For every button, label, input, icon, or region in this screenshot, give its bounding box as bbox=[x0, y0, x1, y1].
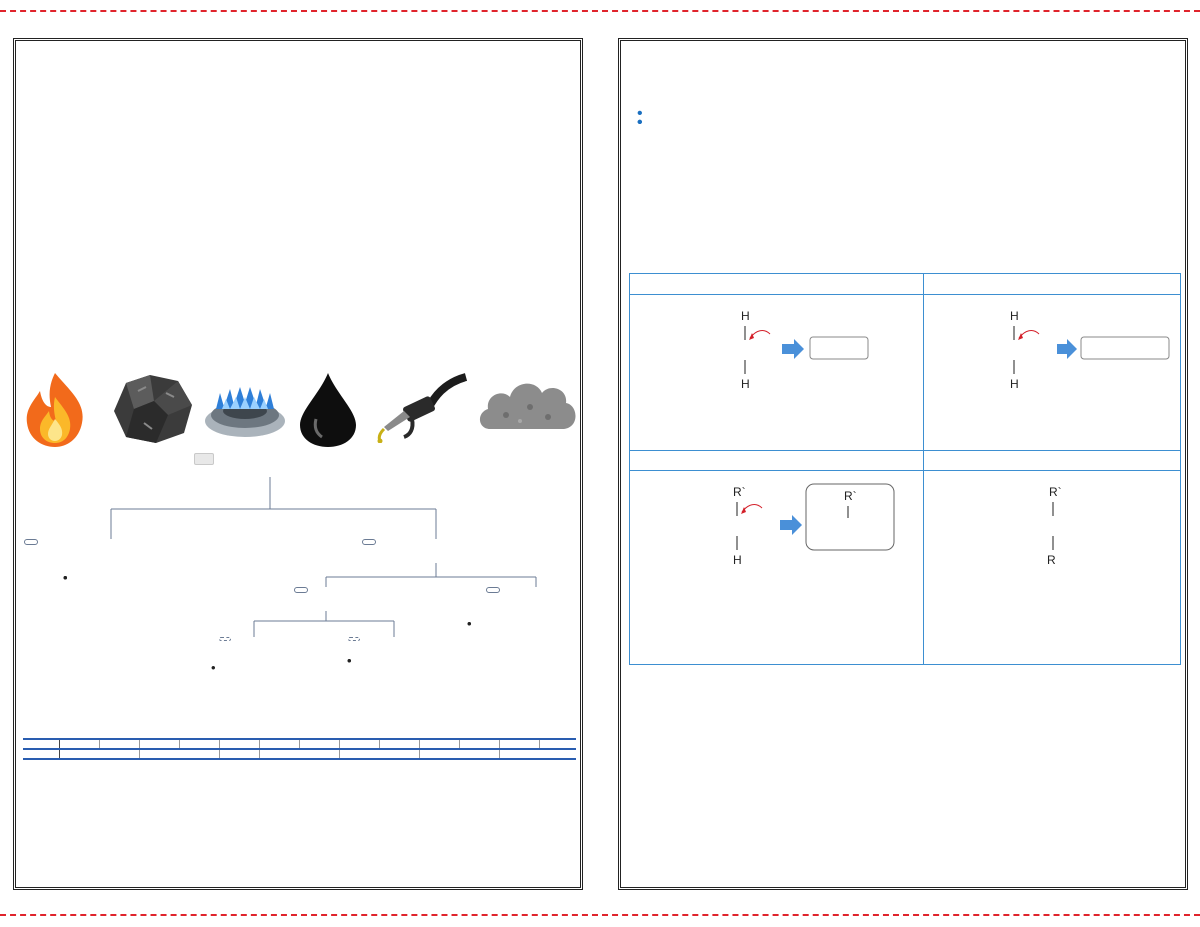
svg-text:H: H bbox=[741, 377, 750, 391]
svg-text:H: H bbox=[1010, 377, 1019, 391]
carbon-secondary-diagram bbox=[923, 274, 1182, 450]
oil-drop-icon bbox=[296, 371, 360, 449]
carbon-tertiary-diagram bbox=[630, 450, 923, 666]
tree-node-aliciclicos bbox=[486, 587, 500, 593]
tree-node-aromaticos bbox=[24, 539, 38, 545]
prefix-table bbox=[23, 738, 576, 760]
carbon-secondary-cell bbox=[923, 274, 1182, 450]
tree-connectors bbox=[16, 449, 583, 679]
tree-node-insaturados bbox=[348, 637, 360, 641]
gas-burner-icon bbox=[202, 371, 288, 441]
table-row bbox=[23, 754, 576, 759]
fuel-nozzle-icon bbox=[374, 371, 470, 443]
carbon-primary-diagram bbox=[630, 274, 923, 450]
carbon-primary-cell bbox=[630, 274, 923, 450]
coal-icon bbox=[108, 371, 196, 445]
carbon-tertiary-cell bbox=[630, 450, 923, 666]
tree-node-saturados bbox=[219, 637, 231, 641]
carbon-types-grid bbox=[629, 273, 1181, 665]
carbon-quaternary-diagram bbox=[923, 450, 1182, 666]
tree-node-alifaticos bbox=[362, 539, 376, 545]
svg-text:R`: R` bbox=[844, 489, 857, 503]
alcanos-properties bbox=[635, 103, 1175, 112]
smoke-cloud-icon bbox=[476, 371, 580, 441]
hydrocarbon-images bbox=[16, 371, 580, 451]
svg-text:R`: R` bbox=[1049, 485, 1062, 499]
top-dashed-border bbox=[0, 10, 1200, 12]
carbon-quaternary-cell bbox=[923, 450, 1182, 666]
svg-text:R`: R` bbox=[733, 485, 746, 499]
tree-root-hidrocarburos bbox=[194, 453, 214, 465]
bottom-dashed-border bbox=[0, 914, 1200, 916]
svg-text:H: H bbox=[1010, 309, 1019, 323]
hydrocarbon-classification-tree bbox=[16, 449, 583, 679]
svg-text:H: H bbox=[733, 553, 742, 567]
svg-text:H: H bbox=[741, 309, 750, 323]
left-page bbox=[13, 38, 583, 890]
fire-icon bbox=[20, 371, 90, 449]
right-page bbox=[618, 38, 1188, 890]
tree-node-aciclicos bbox=[294, 587, 308, 593]
svg-text:R: R bbox=[1047, 553, 1056, 567]
